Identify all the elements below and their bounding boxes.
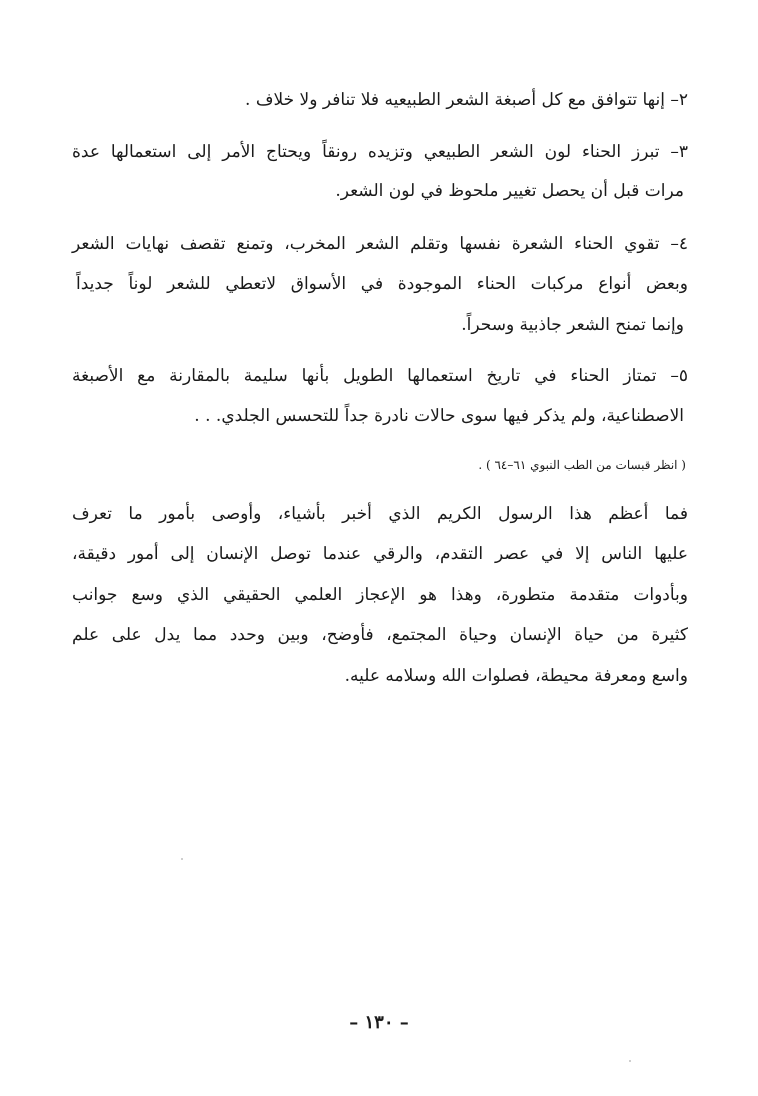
list-item-5-line-1: ٥– تمتاز الحناء في تاريخ استعمالها الطويل بأنها سليمة بالمقارنة مع الأصبغة	[72, 366, 688, 386]
list-item-4-line-2: وبعض أنواع مركبات الحناء الموجودة في الأسواق لاتعطي للشعر لوناً جديداً	[76, 274, 688, 294]
paragraph-line-2: عليها الناس إلا في عصر التقدم، والرقي عندما توصل الإنسان إلى أمور دقيقة،	[72, 544, 688, 564]
list-item-4-line-1: ٤– تقوي الحناء الشعرة نفسها وتقلم الشعر المخرب، وتمنع تقصف نهايات الشعر	[72, 234, 688, 254]
paragraph-line-1: فما أعظم هذا الرسول الكريم الذي أخبر بأشياء، وأوصى بأمور ما تعرف	[72, 504, 688, 524]
list-item-2-line-1: ٢– إنها تتوافق مع كل أصبغة الشعر الطبيعيه فلا تنافر ولا خلاف .	[245, 90, 688, 110]
paragraph-line-4: كثيرة من حياة الإنسان وحياة المجتمع، فأوضح، وبين وحدد مما يدل على علم	[72, 625, 688, 645]
list-item-3-line-2: مرات قبل أن يحصل تغيير ملحوظ في لون الشعر.	[335, 181, 684, 201]
page-number: – ١٣٠ –	[349, 1012, 409, 1033]
list-item-4-line-3: وإنما تمنح الشعر جاذبية وسحراً.	[461, 315, 684, 335]
reference-note: ( انظر قبسات من الطب النبوي ٦١–٦٤ ) .	[478, 458, 686, 472]
scan-speck	[629, 1060, 631, 1062]
paragraph-line-3: وبأدوات متقدمة متطورة، وهذا هو الإعجاز العلمي الحقيقي الذي وسع جوانب	[72, 585, 688, 605]
list-item-5-line-2: الاصطناعية، ولم يذكر فيها سوى حالات نادرة جداً للتحسس الجلدي. . .	[194, 406, 684, 426]
list-item-3-line-1: ٣– تبرز الحناء لون الشعر الطبيعي وتزيده رونقاً ويحتاج الأمر إلى استعمالها عدة	[72, 142, 688, 162]
scan-speck	[181, 858, 183, 860]
paragraph-line-5: واسع ومعرفة محيطة، فصلوات الله وسلامه عليه.	[344, 666, 688, 686]
